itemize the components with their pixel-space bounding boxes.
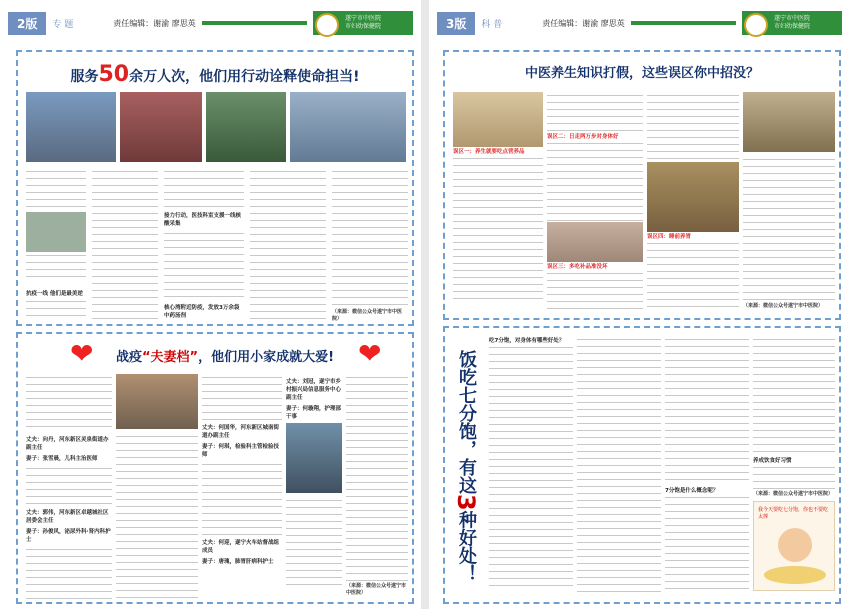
hospital-seal-icon [315,13,339,37]
article-frame-1 [16,50,414,326]
article-2-column-1 [26,374,112,600]
article-1-column-4 [250,168,326,324]
article-1-headline [18,62,412,87]
couple-label: 妻子：孙俊风，泌尿外科·肾内科护士 [26,529,111,543]
cartoon-face-icon [778,528,812,562]
text-block [202,374,282,420]
couple-label: 妻子：唐瑰，肺胃肝病科护士 [202,559,274,565]
couple-label: 妻子：张雪晨，儿科主治医师 [26,456,98,462]
cartoon-bowl-icon [764,566,826,584]
page-number: 3版 [437,12,475,35]
headline-highlight: “夫妻档” [141,350,199,365]
photo-supplements [453,92,543,147]
page-header [437,6,842,40]
diet-subhead: 吃7分饱，对身体有哪些好处？ [489,338,565,344]
article-2-column-2 [116,374,198,600]
page-gutter [421,0,429,609]
editor-credit: 责任编辑：谢渝 廖思英 [113,18,196,28]
text-block [453,155,543,305]
article-2-column-5 [346,374,408,600]
title-part: 饭吃七分饱，有这 [456,350,477,494]
text-block [753,336,835,456]
header-rule [202,21,307,25]
myth-label: 误区一：养生就要吃点营养品 [453,149,525,155]
text-block [647,92,739,162]
article-frame-2 [16,332,414,604]
page-header [8,6,413,40]
text-block [346,374,408,582]
article-1-source: （来源：微信公众号遂宁市中医院） [332,309,403,322]
article-frame-4 [443,326,841,604]
page-category: 专 题 [52,19,74,30]
article-3-column-4 [743,92,835,316]
photo-herbs [743,92,835,152]
text-block [547,92,643,132]
photo-couple-1 [116,374,198,429]
text-block [202,461,282,535]
hospital-logo [742,11,842,35]
couple-label: 丈夫：何迎，遂宁火车站督战组成员 [202,540,280,554]
photo-inline [26,212,86,252]
text-block [647,240,739,310]
heart-icon: ❤ [358,337,382,370]
page-number: 2版 [8,12,46,35]
article-3-column-2 [547,92,643,316]
headline-part: 战疫 [115,350,142,365]
text-block [26,374,112,432]
logo-line-2: 市妇幼保健院 [344,23,381,30]
couple-label: 丈夫：向丹，河东新区灵泉街道办副主任 [26,437,109,451]
couple-label: 丈夫：刘冠，遂宁市乡村振兴局信息服务中心副主任 [286,379,342,401]
photo-testing-2 [120,92,202,162]
text-block [665,336,749,486]
page-category: 科 普 [481,19,503,30]
title-number: 3 [452,494,480,511]
diet-subhead: 7分饱是什么概念呢？ [665,488,719,494]
article-1-subhead-3: 核心湾附近防疫，发放3万余袋中药汤剂 [164,305,240,319]
couple-label: 丈夫：何国华，河东新区城南街道办副主任 [202,425,280,439]
title-part: 种好处！ [456,510,477,583]
article-3-headline: 中医养生知识打假，这些误区你中招没？ [524,66,759,81]
article-1-subhead-1: 抗疫一线 他们是最美逆 [26,291,83,297]
article-4-column-2 [577,336,661,598]
text-block [665,494,749,590]
photo-couple-2 [286,423,342,493]
cartoon-caption: 我今天要吃七分饱，你也不要吃太撑 [758,507,829,520]
article-frame-3 [443,50,841,320]
text-block [164,230,244,300]
couple-label: 丈夫：郭伟，河东新区卓越城社区居委会主任 [26,510,109,524]
photo-food [647,162,739,232]
logo-line-1: 遂宁市中医院 [773,15,810,22]
heart-icon: ❤ [70,337,94,370]
text-block [286,497,342,587]
text-block [547,270,643,310]
text-block [164,168,244,208]
myth-label: 误区四：睡前养胃 [647,234,692,240]
text-block [743,156,835,302]
couple-label: 妻子：何璇翔，护理部干事 [286,406,342,420]
text-block [332,168,408,308]
headline-part: ，他们用小家成就大爱! [198,350,335,365]
editor-credit: 责任编辑：谢渝 廖思英 [542,18,625,28]
page-2 [0,0,421,609]
logo-line-2: 市妇幼保健院 [773,23,810,30]
text-block [26,465,112,505]
article-1-column-1b [26,298,86,322]
cartoon-eating [753,501,835,591]
article-4-column-4 [753,336,835,598]
article-4-column-1 [489,336,573,598]
headline-number: 50 [98,62,130,87]
text-block [489,344,573,590]
myth-label: 误区三：多吃补品准没坏 [547,264,608,270]
header-rule [631,21,736,25]
couple-label: 妻子：何琪，检验科主管检验技师 [202,444,280,458]
photo-testing-4 [290,92,406,162]
article-1-column-5 [332,168,408,324]
article-2-column-3 [202,374,282,600]
article-2-headline [78,346,372,365]
logo-line-1: 遂宁市中医院 [344,15,381,22]
myth-label: 误区二：日走两万步对身体好 [547,134,619,140]
diet-subhead: 养成饮食好习惯 [753,458,792,464]
text-block [753,464,835,490]
hospital-logo [313,11,413,35]
article-2-source: （来源：微信公众号遂宁市中医院） [346,583,407,596]
text-block [116,433,198,599]
article-3-column-1 [453,92,543,316]
article-4-source: （来源：微信公众号遂宁市中医院） [753,491,834,497]
article-1-column-3 [164,168,244,324]
article-4-column-3 [665,336,749,598]
article-2-column-4 [286,374,342,600]
article-1-subhead-2: 接力行动，医技科室支援一线核酸采集 [164,213,242,227]
page-3 [429,0,850,609]
hospital-seal-icon [744,13,768,37]
article-4-vertical-title [452,350,480,590]
article-3-column-3 [647,92,739,316]
article-1-column-2 [92,168,158,324]
headline-part: 服务 [70,69,99,85]
text-block [547,140,643,222]
photo-testing-1 [26,92,116,162]
headline-part: 余万人次，他们用行动诠释使命担当! [129,69,360,85]
photo-walking [547,222,643,262]
text-block [26,546,112,600]
photo-testing-3 [206,92,286,162]
article-3-source: （来源：微信公众号遂宁市中医院） [743,303,824,309]
